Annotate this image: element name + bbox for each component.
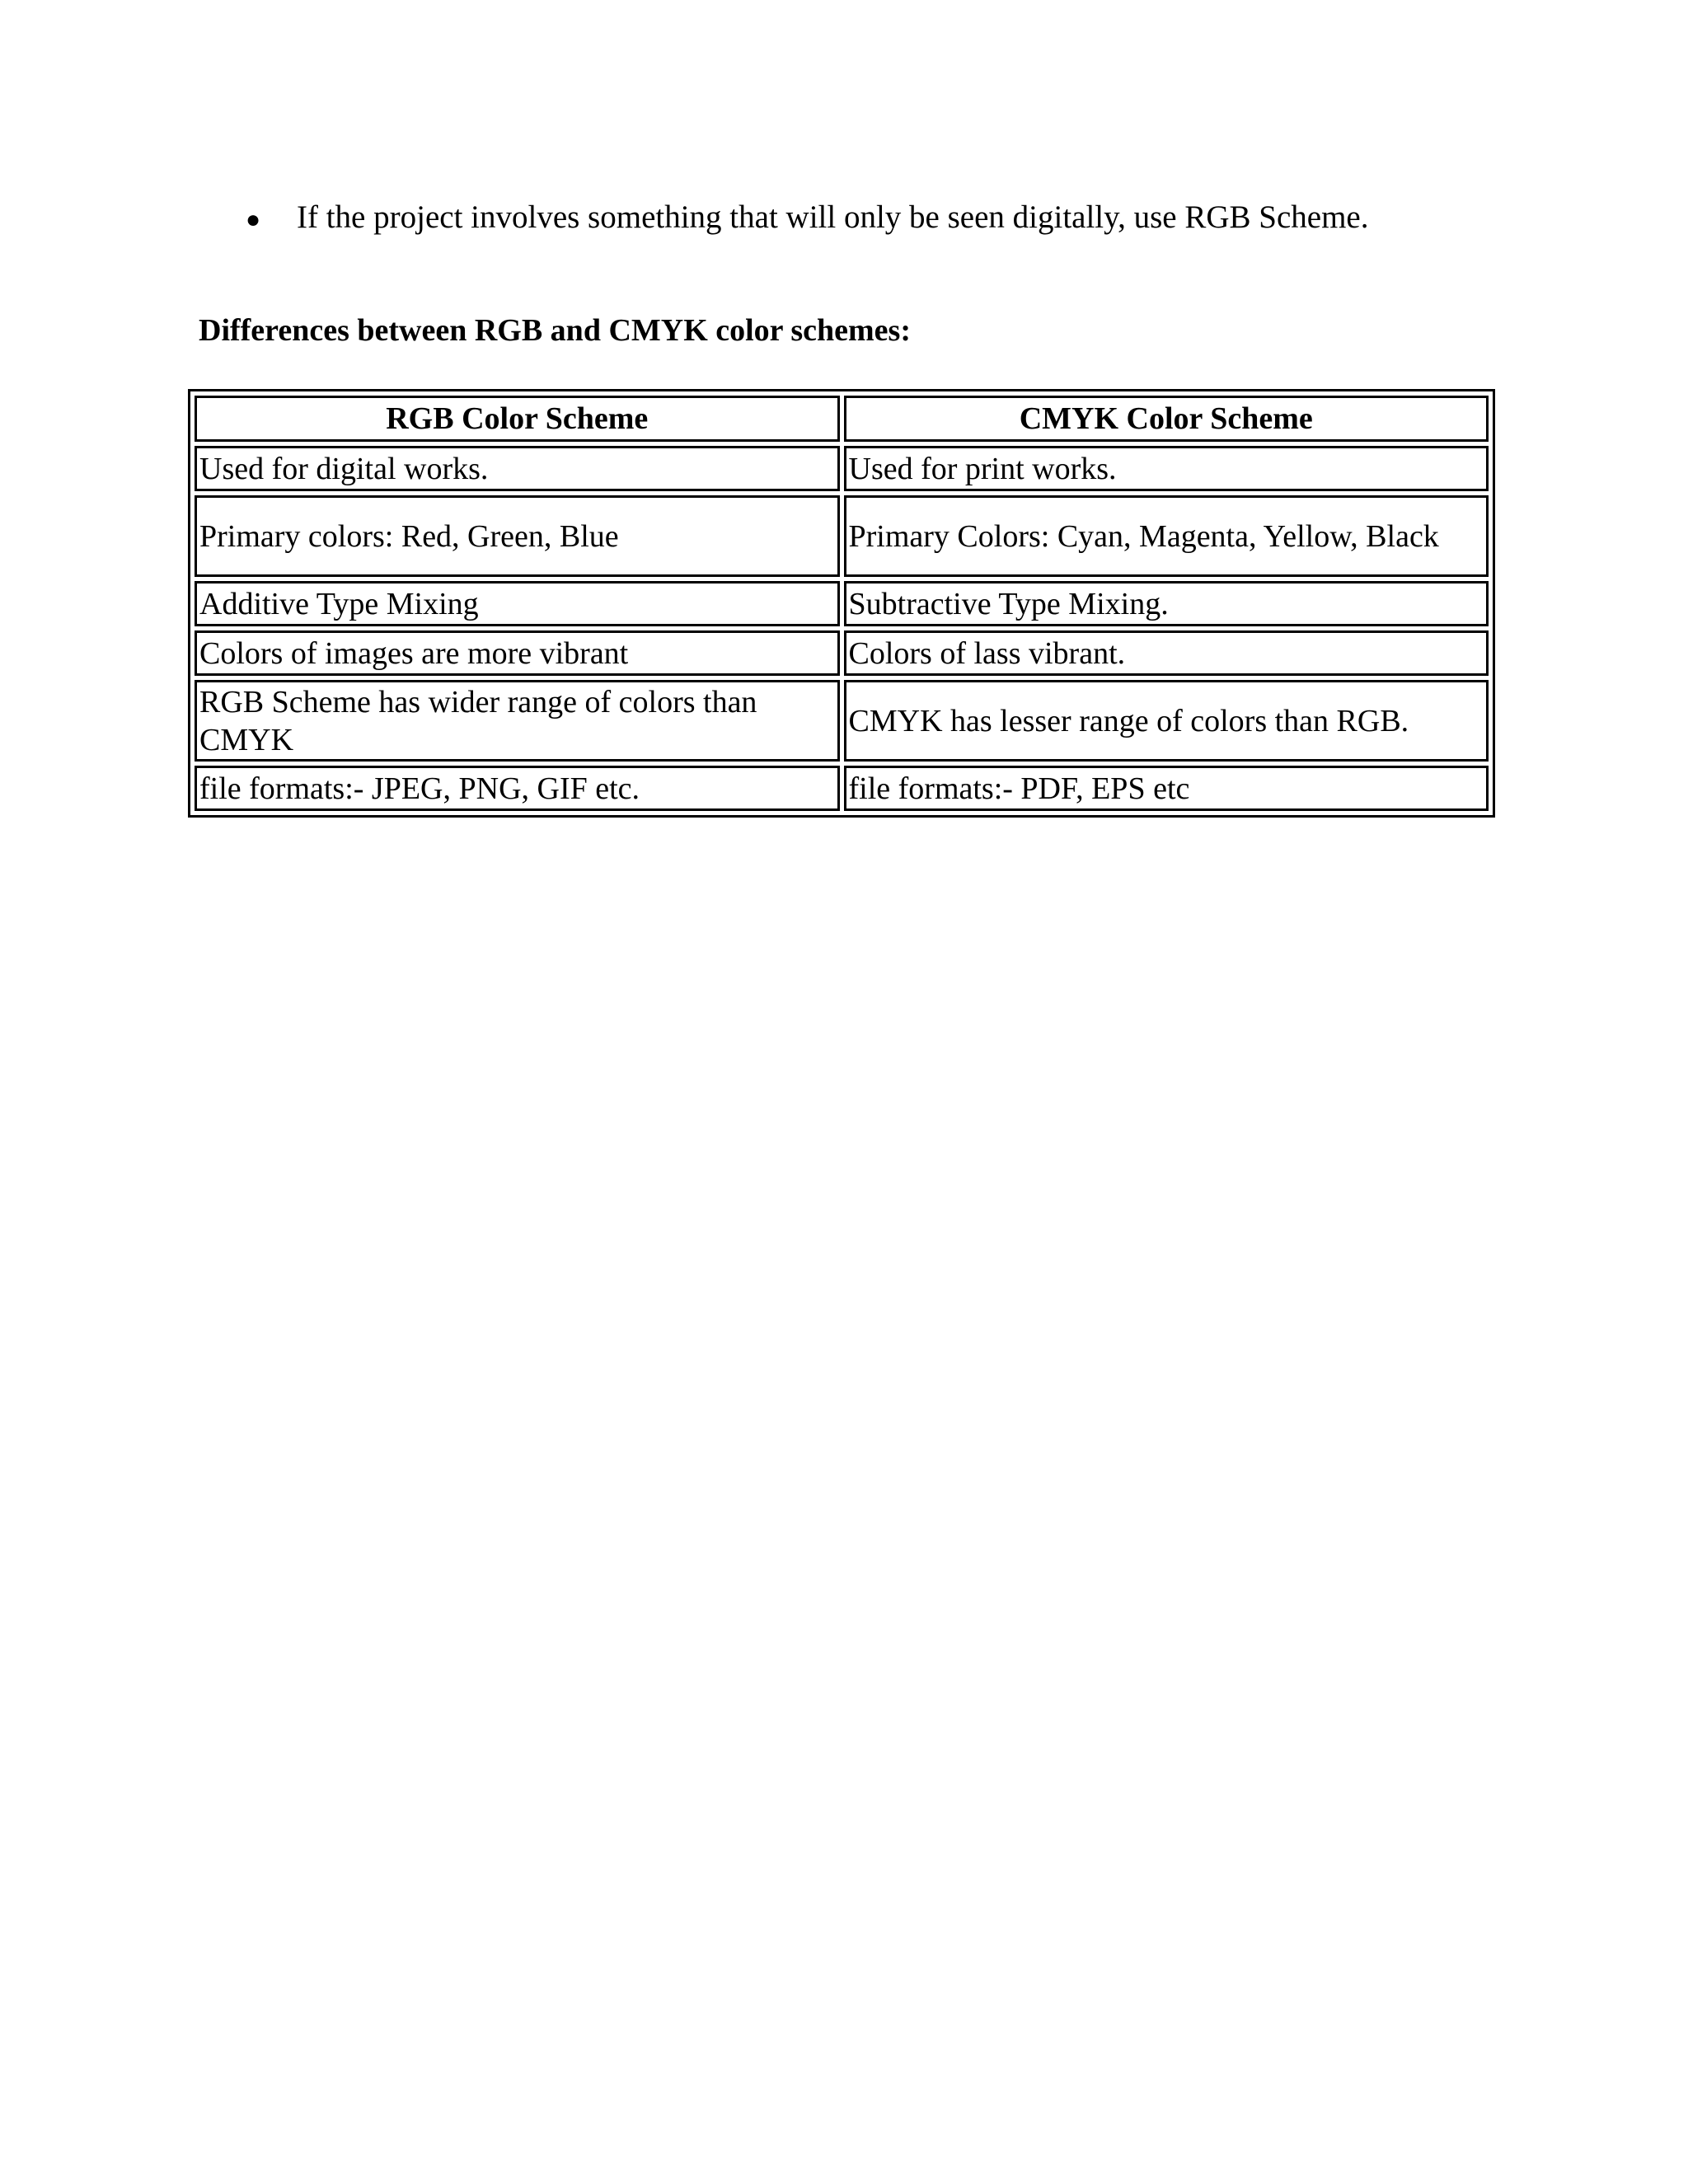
bullet-list <box>246 194 1368 243</box>
comparison-table-frame <box>188 389 1495 818</box>
table-cell: Used for print works. <box>844 446 1489 491</box>
table-cell: Colors of images are more vibrant <box>195 630 840 676</box>
bullet-text: If the project involves something that will only be seen digitally, use RGB Scheme. <box>297 199 1369 235</box>
table-cell: Used for digital works. <box>195 446 840 491</box>
table-row <box>195 495 1489 577</box>
table-cell: CMYK has lesser range of colors than RGB. <box>844 680 1489 762</box>
table-cell: file formats:- PDF, EPS etc <box>844 766 1489 811</box>
table-cell: Primary Colors: Cyan, Magenta, Yellow, Black <box>844 495 1489 577</box>
bullet-icon: ● <box>246 206 261 233</box>
table-cell: Colors of lass vibrant. <box>844 630 1489 676</box>
comparison-table <box>190 391 1493 815</box>
table-cell: RGB Scheme has wider range of colors than CMYK <box>195 680 840 762</box>
table-row <box>195 581 1489 626</box>
table-row <box>195 680 1489 762</box>
table-header-row <box>195 396 1489 442</box>
section-heading: Differences between RGB and CMYK color schemes: <box>199 313 911 348</box>
table-cell: file formats:- JPEG, PNG, GIF etc. <box>195 766 840 811</box>
column-header-rgb: RGB Color Scheme <box>195 396 840 442</box>
table-row <box>195 766 1489 811</box>
table-cell: Additive Type Mixing <box>195 581 840 626</box>
table-cell: Primary colors: Red, Green, Blue <box>195 495 840 577</box>
table-row <box>195 630 1489 676</box>
list-item <box>246 194 1368 243</box>
table-row <box>195 446 1489 491</box>
table-cell: Subtractive Type Mixing. <box>844 581 1489 626</box>
column-header-cmyk: CMYK Color Scheme <box>844 396 1489 442</box>
